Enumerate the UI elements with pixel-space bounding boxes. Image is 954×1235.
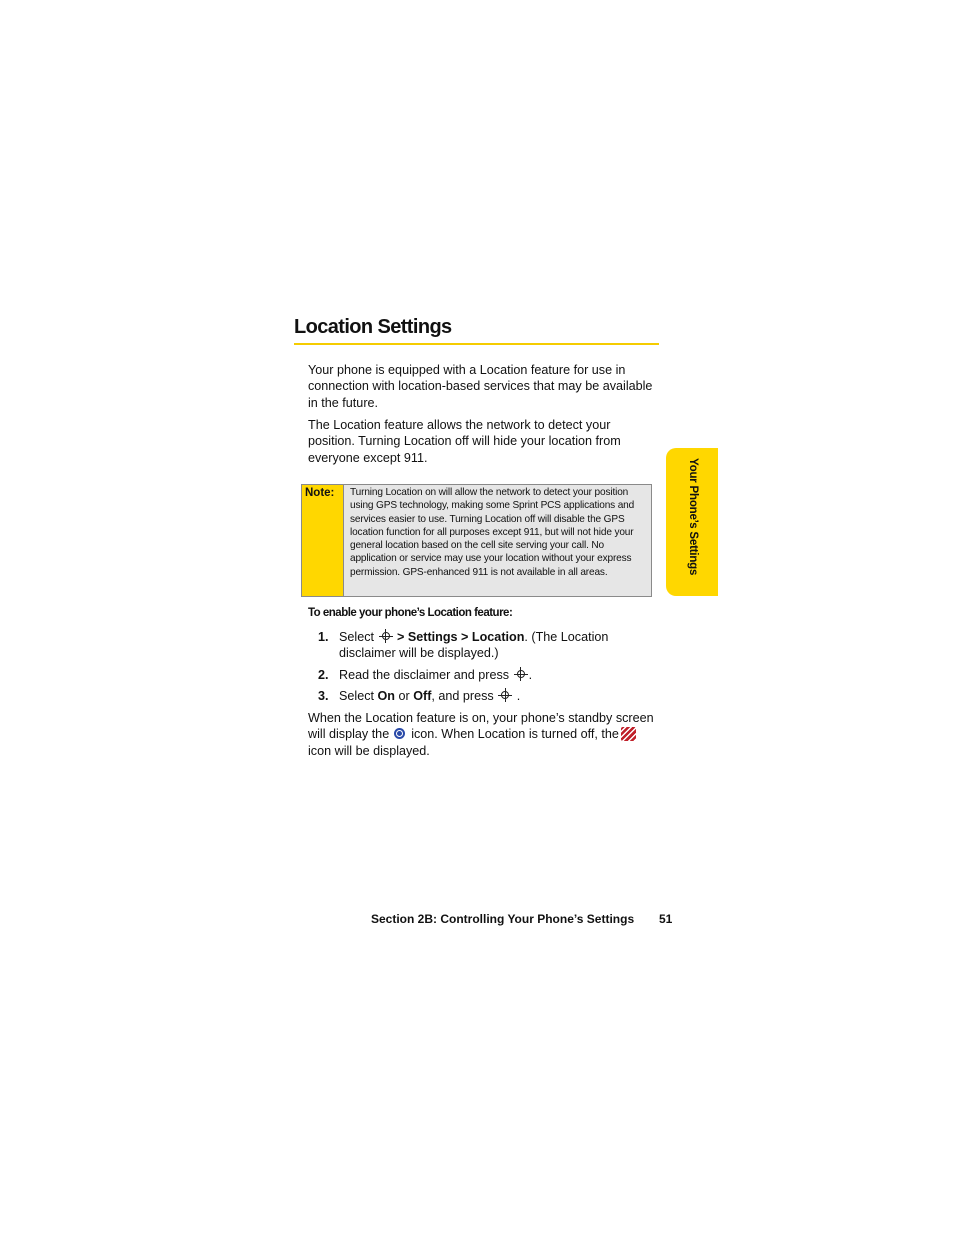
step-separator: > bbox=[457, 630, 472, 644]
footer-page-number: 51 bbox=[659, 912, 673, 926]
step-text-prefix: Select bbox=[339, 689, 378, 703]
intro-paragraph-2: The Location feature allows the network to detect your position. Turning Location off will hide your location from everyone except 911. bbox=[308, 418, 621, 465]
location-off-icon bbox=[621, 727, 636, 741]
intro-paragraph-1: Your phone is equipped with a Location feature for use in connection with location-based services that may be available in the future. bbox=[308, 363, 653, 410]
step-text-mid2: , and press bbox=[431, 689, 498, 703]
step-text bbox=[339, 629, 664, 662]
section-side-tab bbox=[666, 448, 718, 596]
note-label: Note: bbox=[302, 485, 344, 596]
closing-text-2: icon. When Location is turned off, the bbox=[411, 727, 619, 742]
menu-settings: Settings bbox=[407, 630, 458, 644]
step-text-mid: or bbox=[395, 689, 414, 703]
menu-location: Location bbox=[471, 630, 525, 644]
closing-paragraph bbox=[308, 710, 660, 759]
step-number: 1. bbox=[318, 630, 329, 644]
procedure-heading: To enable your phone’s Location feature: bbox=[308, 607, 513, 619]
step-separator: > bbox=[393, 630, 408, 644]
step-number: 3. bbox=[318, 689, 329, 703]
location-on-icon bbox=[393, 727, 407, 741]
closing-text-1: When the Location feature is on, your phone’s standby screen will display the bbox=[308, 711, 654, 742]
step-text bbox=[339, 688, 664, 704]
step-text-suffix: . bbox=[513, 689, 521, 703]
step-text-prefix: Select bbox=[339, 630, 378, 644]
side-tab-label: Your Phone’s Settings bbox=[687, 458, 699, 576]
step-text bbox=[339, 667, 664, 683]
page-title: Location Settings bbox=[294, 316, 659, 345]
option-on: On bbox=[377, 689, 396, 703]
note-text: Turning Location on will allow the network to detect your position using GPS technology, making some Sprint PCS applications and services easier to use. Turning Location off will disable the GPS location function for all purposes except 911, but will not hide your general location based on the cell site serving your call. No application or service may use your location without your express permission. GPS-enhanced 911 is not available in all areas. bbox=[344, 485, 651, 596]
option-off: Off bbox=[413, 689, 432, 703]
step-text-suffix: . bbox=[528, 668, 533, 682]
step-text-prefix: Read the disclaimer and press bbox=[339, 668, 513, 682]
step-number: 2. bbox=[318, 668, 329, 682]
footer-section-title: Section 2B: Controlling Your Phone’s Settings bbox=[371, 912, 635, 926]
navigation-key-icon bbox=[513, 668, 529, 680]
closing-text-3: icon will be displayed. bbox=[308, 743, 430, 758]
navigation-key-icon bbox=[497, 689, 513, 701]
note-box bbox=[301, 484, 652, 597]
navigation-key-icon bbox=[378, 630, 394, 642]
step-text-suffix: . (The Location disclaimer will be displayed.) bbox=[339, 630, 609, 661]
